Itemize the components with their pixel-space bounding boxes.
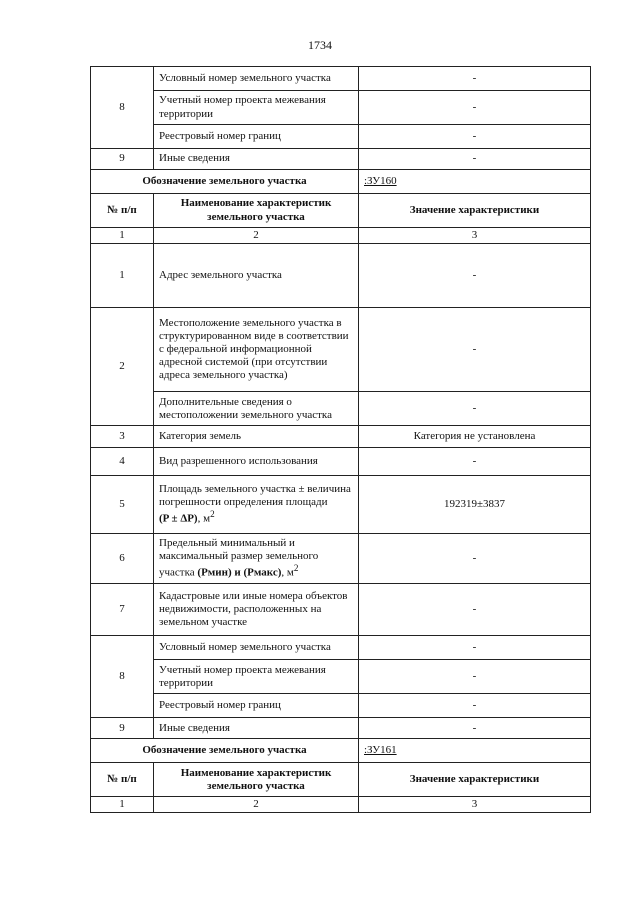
characteristic-name: Учетный номер проекта межевания территории [154, 91, 359, 125]
row-number: 2 [91, 308, 154, 426]
characteristic-value: - [359, 392, 591, 426]
unit-text: , м [197, 513, 211, 526]
characteristic-name: Адрес земельного участка [154, 244, 359, 308]
row-number: 7 [91, 584, 154, 636]
table-row [91, 244, 591, 308]
row-number: 3 [91, 426, 154, 448]
characteristic-value: - [359, 244, 591, 308]
characteristic-name: Иные сведения [154, 718, 359, 739]
characteristic-name: Дополнительные сведения о местоположении земельного участка [154, 392, 359, 426]
header-name: Наименование характеристик земельного участка [154, 763, 359, 797]
plot-designation-label: Обозначение земельного участка [91, 170, 359, 194]
column-number-row [91, 228, 591, 244]
characteristic-value: - [359, 534, 591, 584]
header-row [91, 763, 591, 797]
characteristic-value: - [359, 125, 591, 149]
table-row [91, 91, 591, 125]
characteristic-name [154, 476, 359, 534]
plot-designation-row [91, 170, 591, 194]
row-number: 4 [91, 448, 154, 476]
table-row [91, 534, 591, 584]
characteristic-value: 192319±3837 [359, 476, 591, 534]
characteristic-value: - [359, 636, 591, 660]
table-row [91, 636, 591, 660]
table-row [91, 476, 591, 534]
row-number: 1 [91, 244, 154, 308]
table-row [91, 660, 591, 694]
characteristic-value: - [359, 91, 591, 125]
column-number: 2 [154, 797, 359, 813]
characteristic-name: Местоположение земельного участка в структурированном виде в соответствии с федеральной информационной адресной системой (при отсутствии адреса земельного участка) [154, 308, 359, 392]
table-row [91, 584, 591, 636]
header-value: Значение характеристики [359, 194, 591, 228]
characteristic-name: Условный номер земельного участка [154, 636, 359, 660]
column-number: 1 [91, 797, 154, 813]
characteristic-value: - [359, 718, 591, 739]
characteristic-name [154, 534, 359, 584]
table-row [91, 125, 591, 149]
unit-text: , м [281, 567, 294, 580]
table-row [91, 67, 591, 91]
table-row [91, 448, 591, 476]
row-number: 9 [91, 149, 154, 170]
name-text: Площадь земельного участка ± величина погрешности определения площади [159, 483, 351, 509]
page-number: 1734 [308, 38, 332, 52]
unit-superscript: 2 [210, 509, 215, 520]
characteristic-name: Реестровый номер границ [154, 125, 359, 149]
table-row [91, 718, 591, 739]
characteristic-value: - [359, 694, 591, 718]
table-row [91, 149, 591, 170]
row-number: 8 [91, 636, 154, 718]
header-number: № п/п [91, 194, 154, 228]
table-row [91, 308, 591, 392]
plot-designation-row [91, 739, 591, 763]
area-formula: (P ± ΔP) [159, 513, 198, 526]
characteristic-value: Категория не установлена [359, 426, 591, 448]
header-value: Значение характеристики [359, 763, 591, 797]
characteristic-name: Иные сведения [154, 149, 359, 170]
characteristic-value: - [359, 584, 591, 636]
size-formula: (Рмин) и (Рмакс) [197, 567, 282, 580]
column-number-row [91, 797, 591, 813]
characteristic-name: Реестровый номер границ [154, 694, 359, 718]
header-name: Наименование характеристик земельного участка [154, 194, 359, 228]
row-number: 6 [91, 534, 154, 584]
column-number: 2 [154, 228, 359, 244]
table-row [91, 426, 591, 448]
characteristic-name: Учетный номер проекта межевания территории [154, 660, 359, 694]
characteristic-value: - [359, 149, 591, 170]
row-number: 9 [91, 718, 154, 739]
land-plot-table [90, 66, 591, 813]
plot-code: :ЗУ160 [359, 170, 591, 194]
characteristic-name: Условный номер земельного участка [154, 67, 359, 91]
column-number: 3 [359, 797, 591, 813]
table-row [91, 694, 591, 718]
characteristic-value: - [359, 660, 591, 694]
characteristic-value: - [359, 308, 591, 392]
header-row [91, 194, 591, 228]
row-number: 5 [91, 476, 154, 534]
characteristic-value: - [359, 67, 591, 91]
column-number: 1 [91, 228, 154, 244]
column-number: 3 [359, 228, 591, 244]
characteristic-name: Вид разрешенного использования [154, 448, 359, 476]
header-number: № п/п [91, 763, 154, 797]
row-number: 8 [91, 67, 154, 149]
characteristic-name: Категория земель [154, 426, 359, 448]
table-row [91, 392, 591, 426]
plot-code: :ЗУ161 [359, 739, 591, 763]
name-text: Предельный минимальный и максимальный размер земельного участка [159, 537, 319, 580]
unit-superscript: 2 [293, 563, 299, 574]
characteristic-value: - [359, 448, 591, 476]
plot-designation-label: Обозначение земельного участка [91, 739, 359, 763]
characteristic-name: Кадастровые или иные номера объектов недвижимости, расположенных на земельном участке [154, 584, 359, 636]
